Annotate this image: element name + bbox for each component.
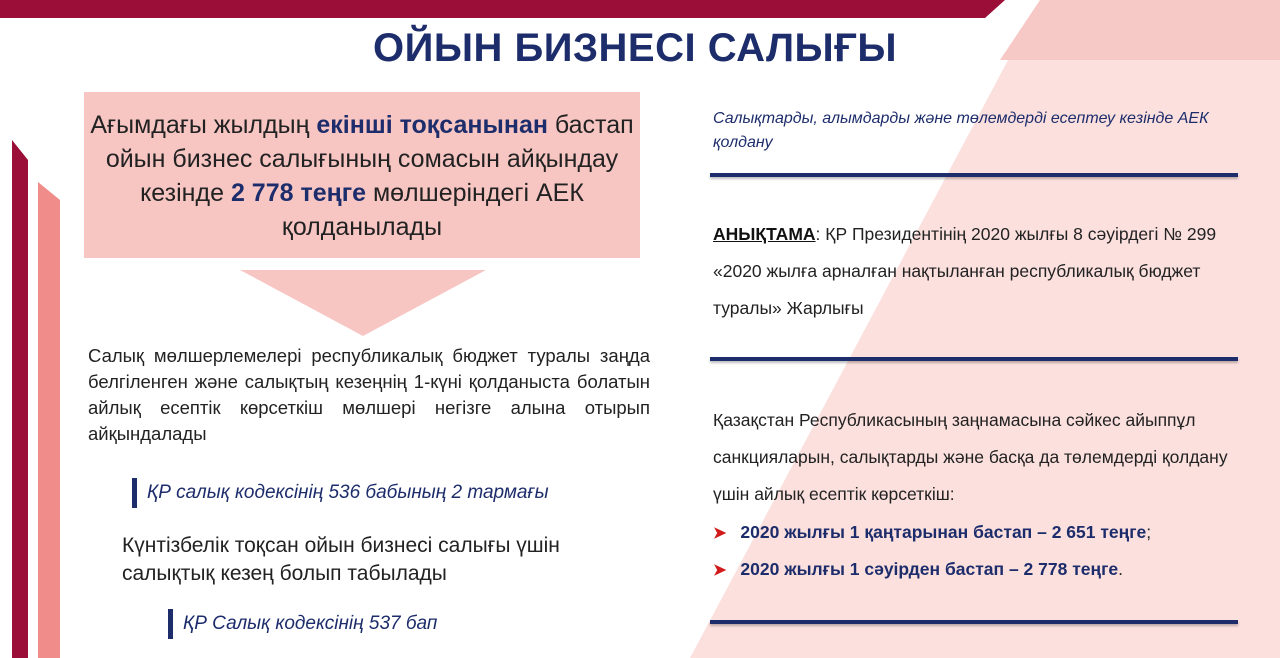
tax-period-paragraph: Күнтізбелік тоқсан ойын бизнесі салығы үшін салықтық кезең болып табылады [122,534,560,585]
definition-text: : ҚР Президентінің 2020 жылғы 8 сәуірдегі № 299 «2020 жылға арналған нақтыланған республикалық бюджет туралы» Жарлығы [713,224,1217,318]
down-arrow-shape [240,270,486,336]
page-title: ОЙЫН БИЗНЕСІ САЛЫҒЫ [372,26,898,70]
divider-1 [710,173,1238,177]
highlight-part2: бастап ойын бизнес салығының сомасын айқындау кезінде [105,111,634,207]
right-panel-shade [1000,0,1280,60]
mci-heading: Салықтарды, алымдарды және төлемдерді есептеу кезінде АЕК қолдану [713,110,1209,151]
top-maroon-band [0,0,1005,18]
bullet-text: 2020 жылғы 1 қаңтарынан бастап – 2 651 теңге [740,522,1147,542]
definition-block [713,216,1238,327]
highlight-emph-quarter: екінші тоқсанынан [316,111,548,139]
bullet-item [713,554,1123,586]
bullet-punct: ; [1146,522,1152,542]
rate-paragraph: Салық мөлшерлемелері республикалық бюджет туралы заңда белгіленген және салықтың кезеңнің 1-күні қолданыста болатын айлық есептік көрсеткіш мөлшері негізге алына отырып айқындалады [88,345,650,444]
bullet-text: 2020 жылғы 1 сәуірден бастап – 2 778 теңге [740,559,1119,579]
highlight-text [84,108,640,244]
highlight-part1: Ағымдағы жылдың [90,111,317,139]
definition-label: АНЫҚТАМА [713,224,816,244]
left-maroon-stripe [12,140,28,658]
bullet-item [713,517,1151,549]
bullet-punct: . [1118,559,1123,579]
left-salmon-stripe [38,182,60,658]
reference-article-537: ҚР Салық кодексінің 537 бап [168,609,437,639]
divider-2 [710,357,1238,361]
highlight-part3: мөлшеріндегі АЕК қолданылады [281,179,584,241]
divider-3 [710,620,1238,624]
reference-article-536: ҚР салық кодексінің 536 бабының 2 тармағы [132,478,549,508]
highlight-emph-amount: 2 778 теңге [230,179,367,207]
legislation-paragraph: Қазақстан Республикасының заңнамасына сәйкес айыппұл санкцияларын, салықтарды және басқа да төлемдерді қолдану үшін айлық есептік көрсеткіш: [713,410,1228,504]
arrow-right-icon: ➤ [713,562,727,579]
arrow-right-icon: ➤ [713,525,727,542]
